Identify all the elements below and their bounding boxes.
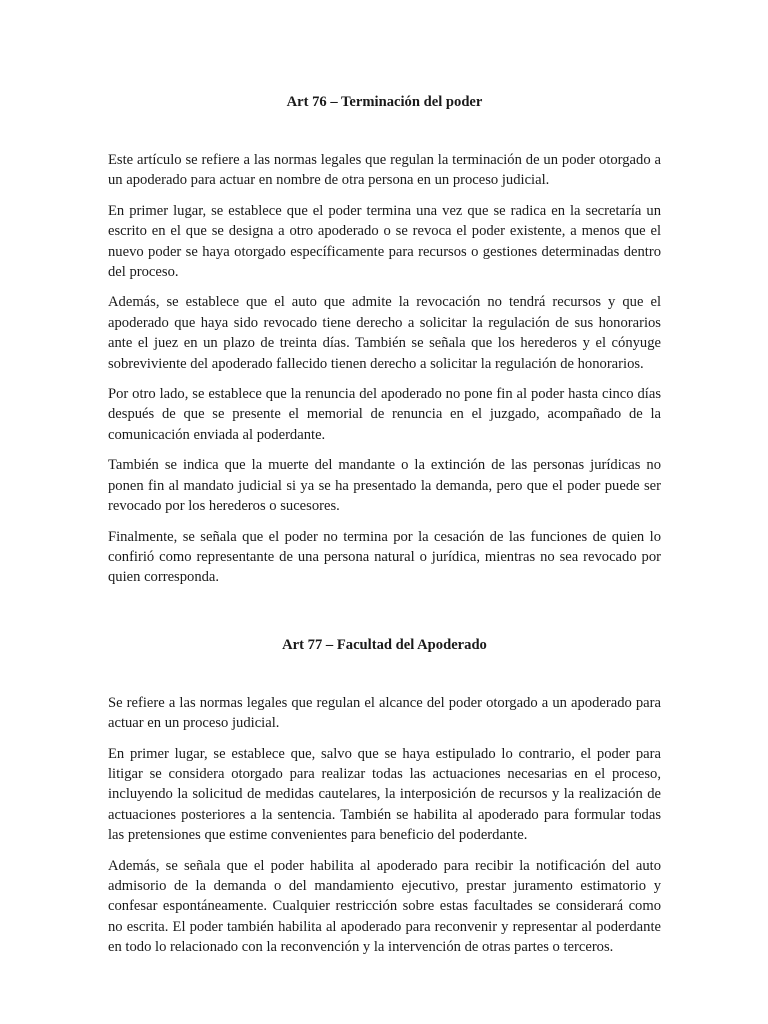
paragraph: Además, se señala que el poder habilita al apoderado para recibir la notificación del auto admisorio de la demanda o del mandamiento ejecutivo, prestar juramento estimatorio y confesar espontáneamente. Cualquier restricción sobre estas facultades se considerará como no escrita. El poder también habilita al apoderado para reconvenir y representar al poderdante en todo lo relacionado con la reconvención y la intervención de otras partes o terceros. — [108, 857, 661, 956]
section-title-art-77: Art 77 – Facultad del Apoderado — [282, 636, 487, 653]
paragraph: Se refiere a las normas legales que regulan el alcance del poder otorgado a un apoderado para actuar en un proceso judicial. — [108, 694, 661, 732]
paragraph: Finalmente, se señala que el poder no termina por la cesación de las funciones de quien lo confirió como representante de una persona natural o jurídica, mientras no sea revocado por quien corresponda. — [108, 528, 661, 586]
paragraph: Además, se establece que el auto que admite la revocación no tendrá recursos y que el apoderado que haya sido revocado tiene derecho a solicitar la regulación de sus honorarios ante el juez en un plazo de treinta días. También se señala que los herederos y el cónyuge sobreviviente del apoderado fallecido tienen derecho a solicitar la regulación de honorarios. — [108, 294, 661, 372]
paragraph: En primer lugar, se establece que, salvo que se haya estipulado lo contrario, el poder para litigar se considera otorgado para realizar todas las actuaciones necesarias en el proceso, incluyendo la solicitud de medidas cautelares, la interposición de recursos y la realización de actuaciones posteriores a la sentencia. También se habilita al apoderado para formular todas las pretensiones que estime convenientes para beneficio del poderdante. — [108, 745, 661, 844]
spacer — [108, 112, 661, 150]
paragraph: También se indica que la muerte del mandante o la extinción de las personas jurídicas no ponen fin al mandato judicial si ya se ha presentado la demanda, pero que el poder puede ser revocado por los herederos o sucesores. — [108, 457, 661, 515]
section-title-art-76: Art 76 – Terminación del poder — [286, 94, 483, 110]
document-page — [108, 0, 661, 958]
spacer — [108, 655, 661, 693]
paragraph: Este artículo se refiere a las normas legales que regulan la terminación de un poder otorgado a un apoderado para actuar en nombre de otra persona en un proceso judicial. — [108, 152, 661, 189]
paragraph: Por otro lado, se establece que la renuncia del apoderado no pone fin al poder hasta cinco días después de que se presente el memorial de renuncia en el juzgado, acompañado de la comunicación enviada al poderdante. — [108, 386, 661, 443]
paragraph: En primer lugar, se establece que el poder termina una vez que se radica en la secretaría un escrito en el que se designa a otro apoderado o se revoca el poder existente, a menos que el nuevo poder se haya otorgado específicamente para recursos o gestiones determinadas dentro del proceso. — [108, 202, 661, 281]
